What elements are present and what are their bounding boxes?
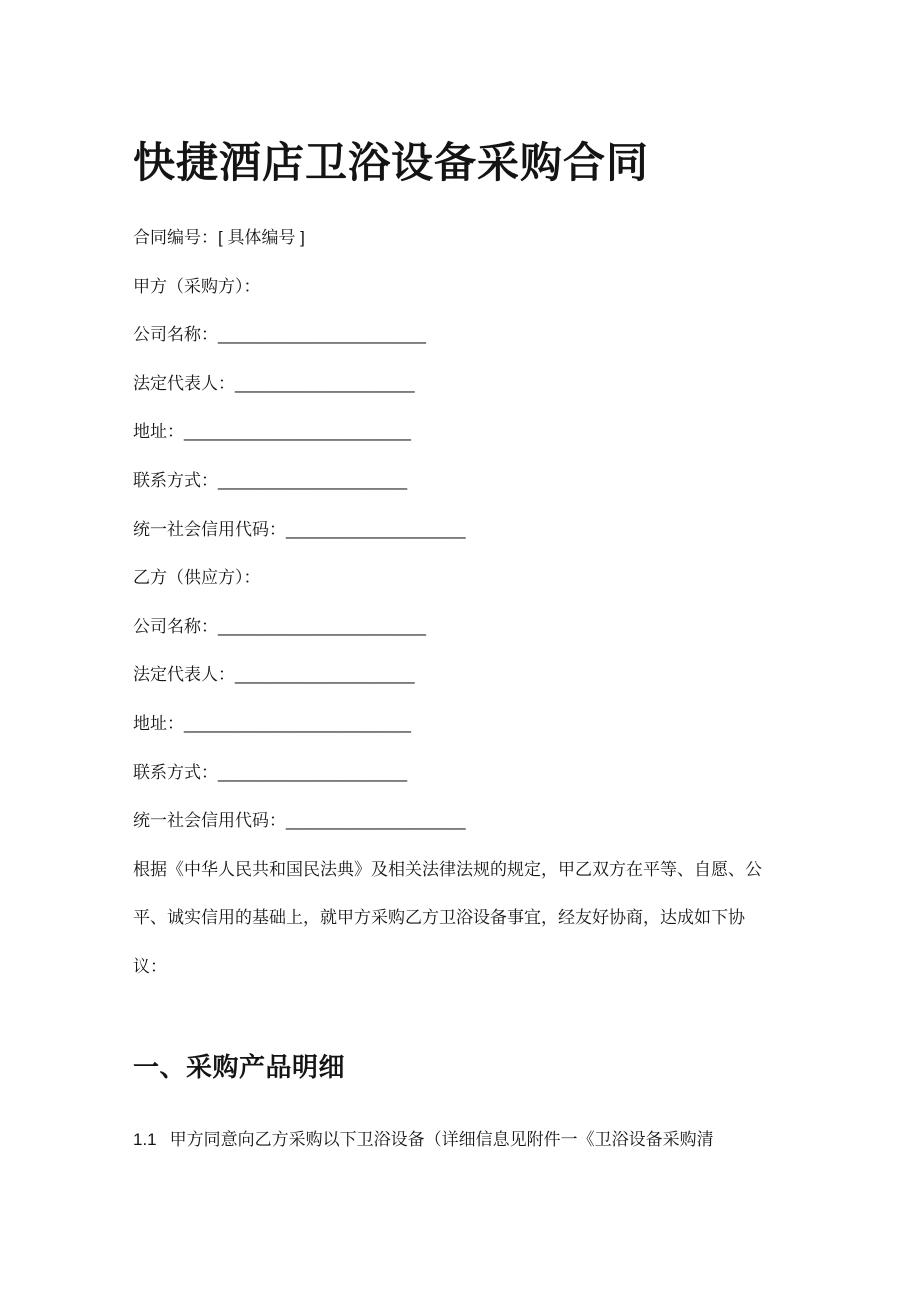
field-blank-line: ____________________ bbox=[218, 470, 408, 490]
contract-number-line: 合同编号：[ 具体编号 ] bbox=[133, 228, 305, 247]
party-b-field-contact bbox=[133, 749, 920, 798]
party-a-field-contact bbox=[133, 457, 920, 506]
field-blank-line: ________________________ bbox=[184, 713, 411, 733]
clause-number: 1.1 bbox=[133, 1129, 157, 1149]
party-b-field-credit-code bbox=[133, 797, 920, 846]
field-label: 地址： bbox=[133, 422, 184, 442]
field-blank-line: ______________________ bbox=[218, 616, 427, 636]
party-a-field-address bbox=[133, 408, 920, 457]
party-b-field-address bbox=[133, 700, 920, 749]
party-a-field-legal-representative bbox=[133, 360, 920, 409]
document-title: 快捷酒店卫浴设备采购合同 bbox=[133, 139, 650, 186]
field-label: 统一社会信用代码： bbox=[133, 519, 286, 539]
party-b-heading: 乙方（供应方）： bbox=[133, 568, 261, 588]
field-blank-line: ____________________ bbox=[218, 762, 408, 782]
party-a-heading: 甲方（采购方）： bbox=[133, 276, 261, 296]
field-label: 统一社会信用代码： bbox=[133, 811, 286, 831]
field-label: 公司名称： bbox=[133, 616, 218, 636]
preamble-paragraph: 根据《中华人民共和国民法典》及相关法律法规的规定，甲乙双方在平等、自愿、公平、诚实信用的基础上，就甲方采购乙方卫浴设备事宜，经友好协商，达成如下协议： bbox=[133, 859, 762, 976]
party-b-field-company-name bbox=[133, 603, 920, 652]
clause-text: 甲方同意向乙方采购以下卫浴设备（详细信息见附件一《卫浴设备采购清 bbox=[169, 1129, 714, 1149]
field-blank-line: ___________________ bbox=[235, 665, 415, 685]
field-label: 法定代表人： bbox=[133, 665, 235, 685]
field-blank-line: ______________________ bbox=[218, 325, 427, 345]
party-a-field-company-name bbox=[133, 311, 920, 360]
field-label: 地址： bbox=[133, 713, 184, 733]
field-label: 联系方式： bbox=[133, 470, 218, 490]
party-b-field-legal-representative bbox=[133, 651, 920, 700]
section-1-heading: 一、采购产品明细 bbox=[133, 1051, 346, 1082]
field-blank-line: ___________________ bbox=[286, 811, 466, 831]
field-blank-line: ___________________ bbox=[235, 373, 415, 393]
field-blank-line: ________________________ bbox=[184, 422, 411, 442]
field-label: 法定代表人： bbox=[133, 373, 235, 393]
field-label: 公司名称： bbox=[133, 325, 218, 345]
field-blank-line: ___________________ bbox=[286, 519, 466, 539]
clause-1-1 bbox=[133, 1116, 920, 1165]
field-label: 联系方式： bbox=[133, 762, 218, 782]
party-a-field-credit-code bbox=[133, 506, 920, 555]
